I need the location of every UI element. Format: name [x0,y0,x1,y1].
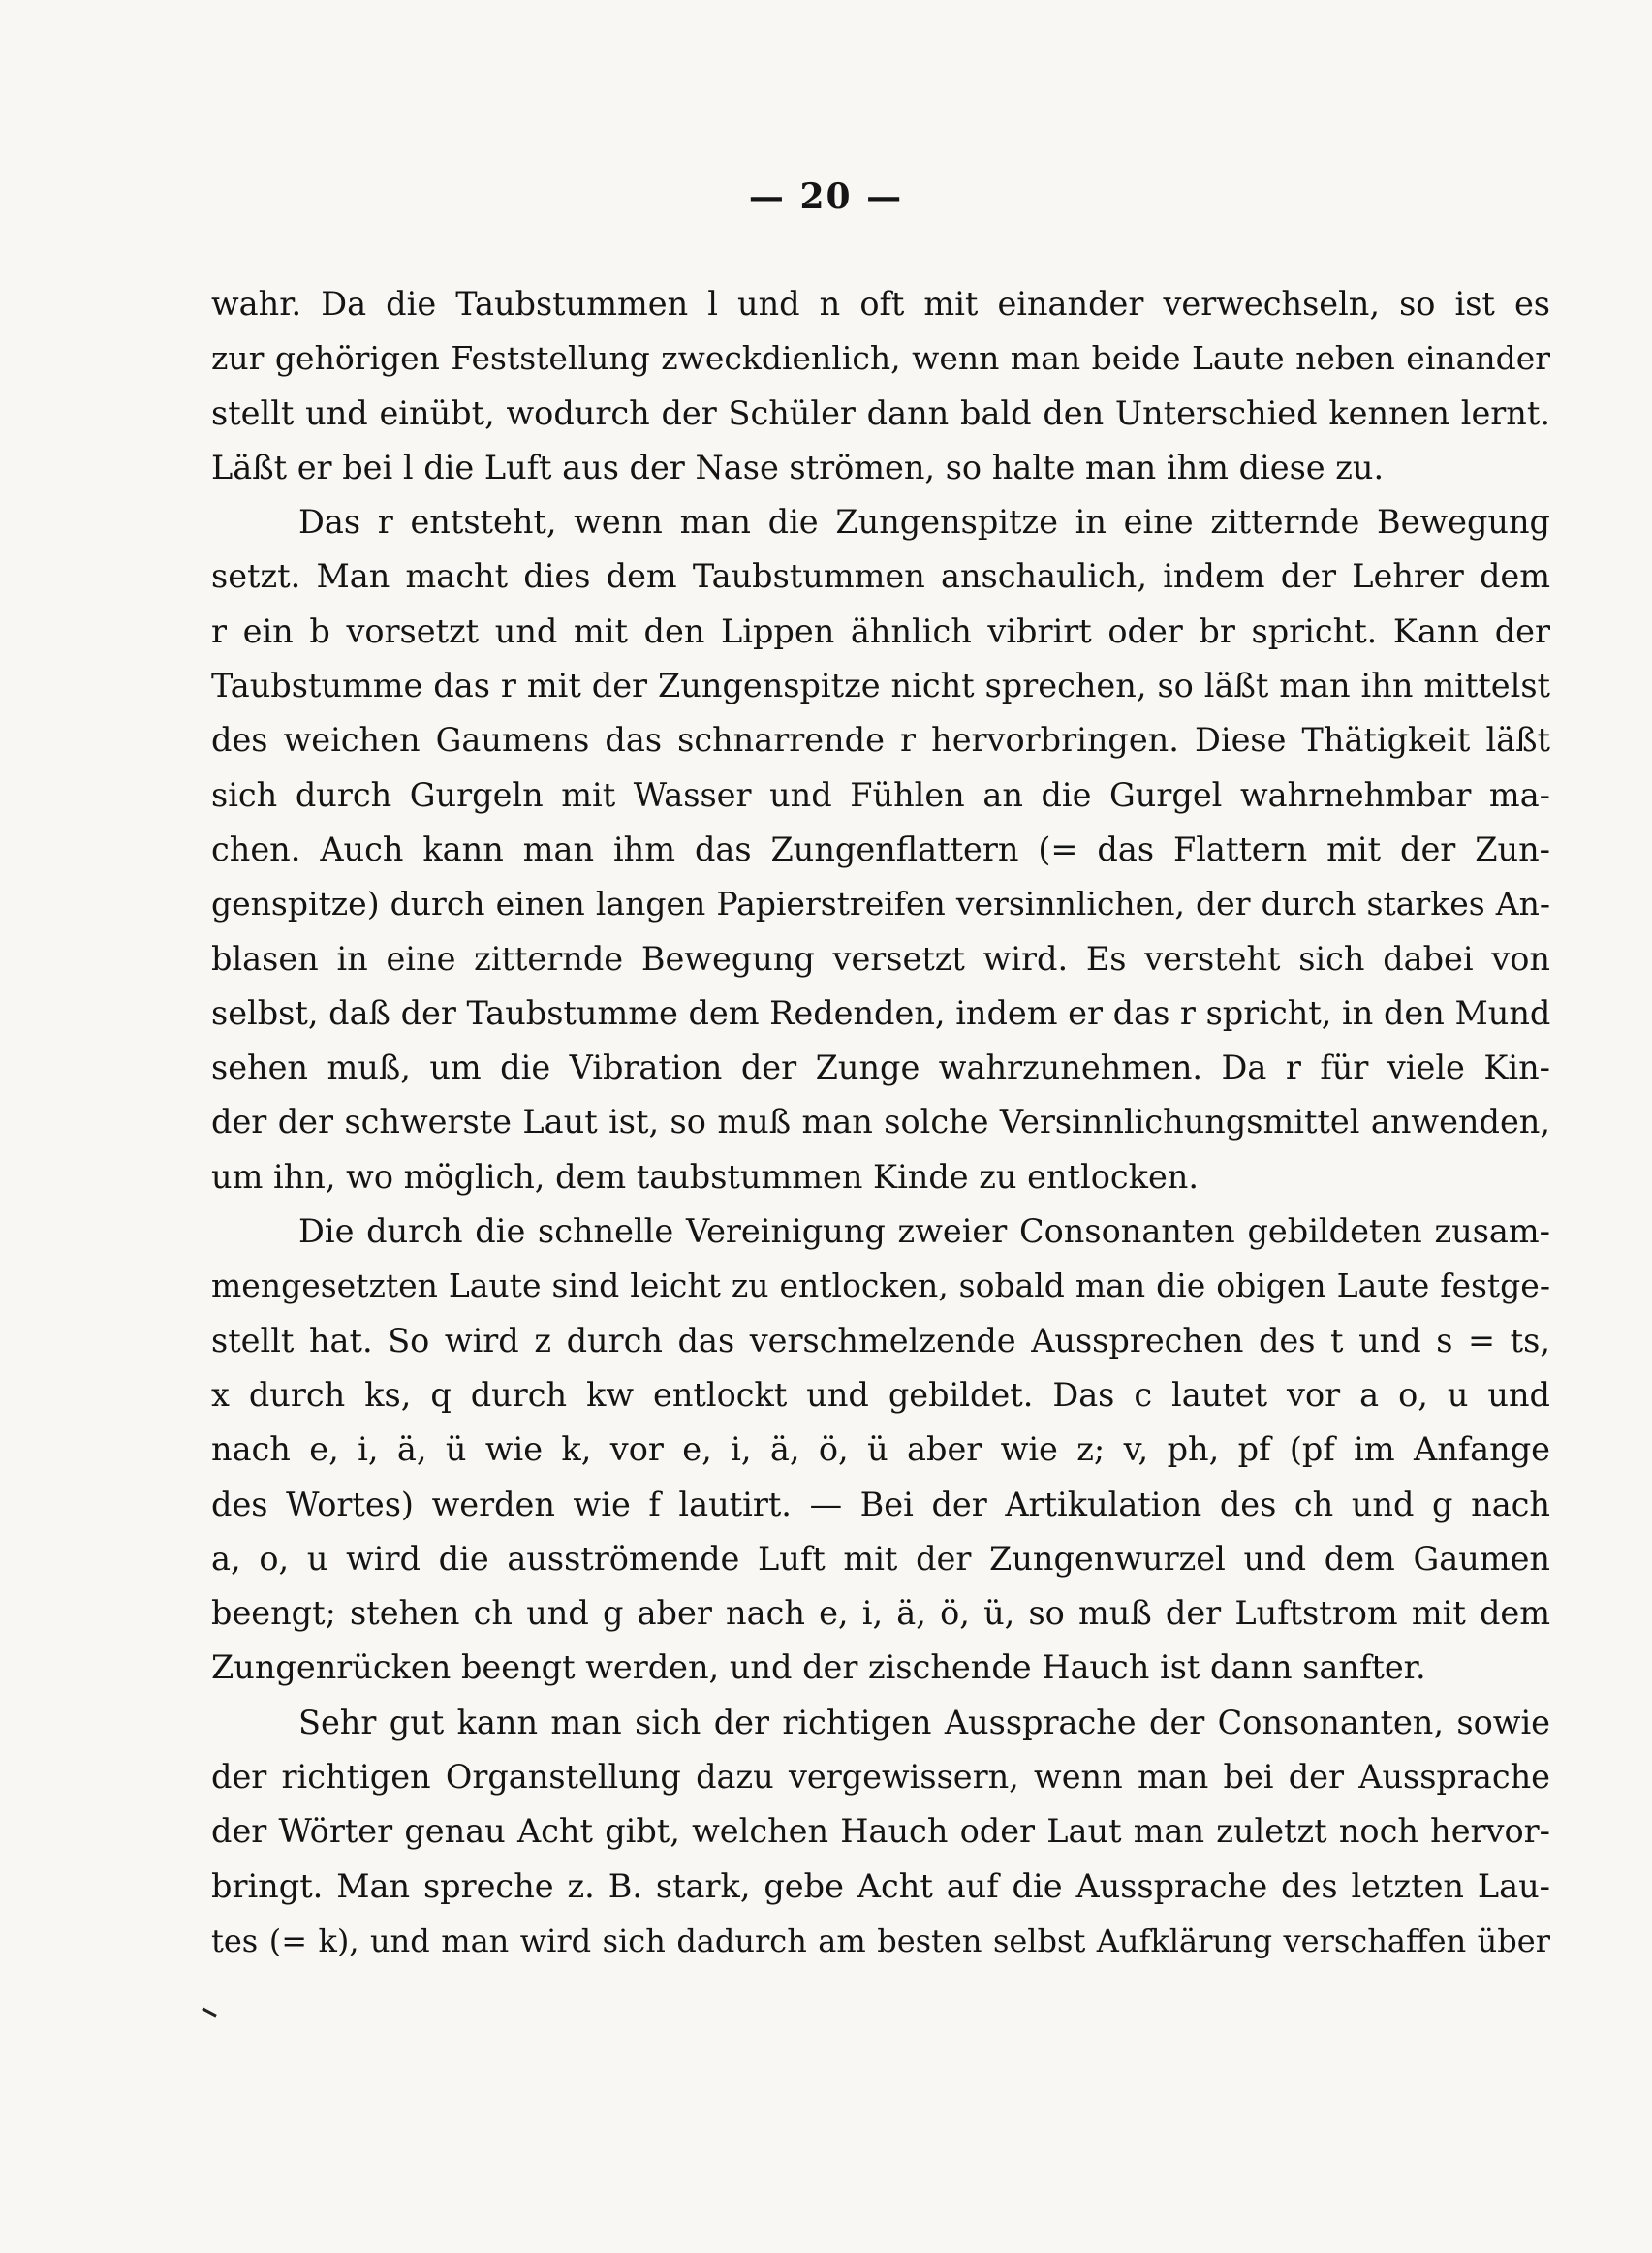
text-line: selbst, daß der Taubstumme dem Redenden, indem er das r spricht, in den Mund [211,993,1550,1032]
text-line: bringt. Man spreche z. B. stark, gebe Acht auf die Aussprache des letzten Lau- [211,1866,1550,1905]
text-line: sehen muß, um die Vibration der Zunge wahrzunehmen. Da r für viele Kin- [211,1048,1550,1087]
text-line: nach e, i, ä, ü wie k, vor e, i, ä, ö, ü aber wie z; v, ph, pf (pf im Anfange [211,1430,1550,1469]
text-line: um ihn, wo möglich, dem taubstummen Kinde zu entlocken. [211,1157,1200,1196]
text-line: des Wortes) werden wie f lautirt. — Bei der Artikulation des ch und g nach [211,1485,1550,1523]
text-line: zur gehörigen Feststellung zweckdienlich, wenn man beide Laute neben einander [211,339,1550,378]
text-line: stellt hat. So wird z durch das verschmelzende Aussprechen des t und s = ts, [211,1321,1550,1360]
text-line: des weichen Gaumens das schnarrende r hervorbringen. Diese Thätigkeit läßt [211,721,1550,760]
text-line: sich durch Gurgeln mit Wasser und Fühlen an die Gurgel wahrnehmbar ma- [211,775,1550,814]
text-line: tes (= k), und man wird sich dadurch am besten selbst Aufklärung verschaffen über [211,1922,1550,1959]
text-line: Die durch die schnelle Vereinigung zweier Consonanten gebildeten zusam- [298,1212,1550,1251]
text-line: wahr. Da die Taubstummen l und n oft mit einander verwechseln, so ist es [211,285,1550,323]
text-line: chen. Auch kann man ihm das Zungenflattern (= das Flattern mit der Zun- [211,829,1550,868]
text-line: der Wörter genau Acht gibt, welchen Hauch oder Laut man zuletzt noch hervor- [211,1812,1550,1851]
text-line: stellt und einübt, wodurch der Schüler dann bald den Unterschied kennen lernt. [211,393,1550,432]
page-number: — 20 — [748,176,904,217]
text-line: der der schwerste Laut ist, so muß man solche Versinnlichungsmittel anwenden, [211,1103,1550,1142]
text-line: blasen in eine zitternde Bewegung versetzt wird. Es versteht sich dabei von [211,939,1550,978]
text-line: r ein b vorsetzt und mit den Lippen ähnlich vibrirt oder br spricht. Kann der [211,611,1550,650]
text-line: Läßt er bei l die Luft aus der Nase strömen, so halte man ihm diese zu. [211,448,1385,486]
text-line: Sehr gut kann man sich der richtigen Aussprache der Consonanten, sowie [298,1703,1550,1741]
text-line: mengesetzten Laute sind leicht zu entlocken, sobald man die obigen Laute festge- [211,1267,1550,1305]
text-line: setzt. Man macht dies dem Taubstummen anschaulich, indem der Lehrer dem [211,557,1550,596]
text-line: genspitze) durch einen langen Papierstreifen versinnlichen, der durch starkes An- [211,885,1550,923]
text-line: Taubstumme das r mit der Zungenspitze nicht sprechen, so läßt man ihn mittelst [211,667,1550,705]
text-line: x durch ks, q durch kw entlockt und gebildet. Das c lautet vor a o, u und [211,1375,1550,1414]
text-line: Zungenrücken beengt werden, und der zischende Hauch ist dann sanfter. [211,1648,1426,1687]
body-text [211,277,1550,1968]
text-line: der richtigen Organstellung dazu vergewissern, wenn man bei der Aussprache [211,1758,1550,1797]
text-line: a, o, u wird die ausströmende Luft mit der Zungenwurzel und dem Gaumen [211,1539,1550,1578]
margin-mark [202,2007,217,2017]
text-line: beengt; stehen ch und g aber nach e, i, ä, ö, ü, so muß der Luftstrom mit dem [211,1594,1550,1633]
text-line: Das r entsteht, wenn man die Zungenspitze in eine zitternde Bewegung [298,503,1550,542]
